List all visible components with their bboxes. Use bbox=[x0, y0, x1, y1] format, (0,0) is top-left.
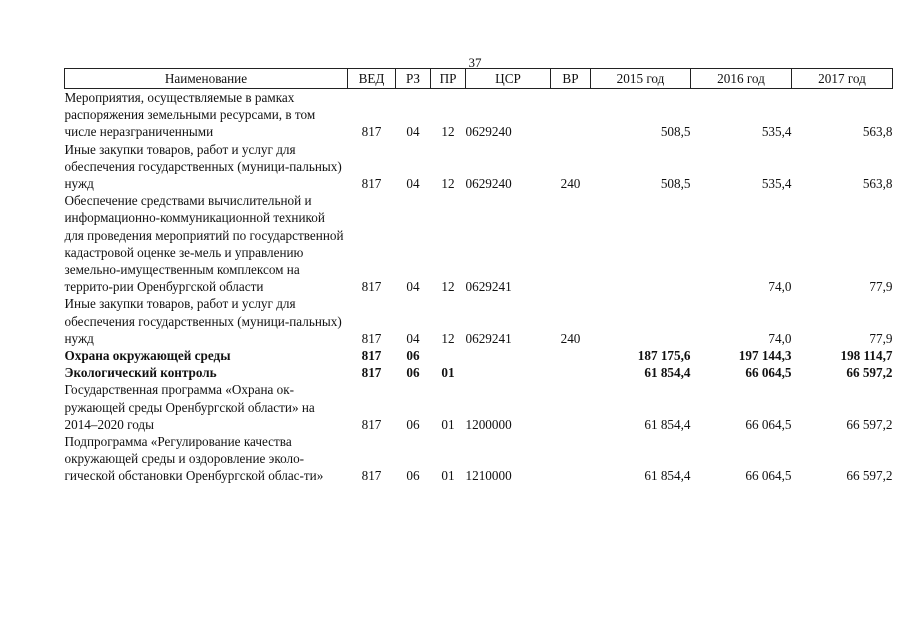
row-csr: 0629241 bbox=[465, 279, 512, 295]
row-name: Мероприятия, осуществляемые в рамках распоряжения земельными ресурсами, в том числе неразграниченными bbox=[64, 90, 316, 140]
row-rz: 04 bbox=[406, 176, 420, 192]
row-ved: 817 bbox=[361, 279, 382, 295]
row-rz: 06 bbox=[406, 468, 420, 484]
row-pr: 12 bbox=[441, 124, 455, 140]
row-csr: 0629240 bbox=[465, 176, 512, 192]
row-ved: 817 bbox=[361, 468, 382, 484]
row-name: Экологический контроль bbox=[64, 365, 217, 381]
row-2015: 61 854,4 bbox=[644, 365, 691, 381]
header-row bbox=[65, 69, 893, 89]
row-2016: 74,0 bbox=[768, 330, 792, 346]
row-csr: 1210000 bbox=[465, 468, 512, 484]
row-name: Иные закупки товаров, работ и услуг для обеспечения государственных (муници-пальных) нужд bbox=[64, 296, 342, 346]
row-2016: 535,4 bbox=[761, 176, 792, 192]
row-2017: 66 597,2 bbox=[846, 416, 893, 432]
row-vr bbox=[551, 433, 591, 485]
row-csr: 1200000 bbox=[465, 416, 512, 432]
col-header-csr: ЦСР bbox=[466, 69, 551, 89]
row-csr: 0629240 bbox=[465, 124, 512, 140]
row-2017: 563,8 bbox=[862, 176, 893, 192]
col-header-vr: ВР bbox=[551, 69, 591, 89]
table-row bbox=[65, 295, 893, 347]
row-2015 bbox=[591, 295, 691, 347]
row-2015: 508,5 bbox=[660, 124, 691, 140]
table-row bbox=[65, 141, 893, 193]
row-2016: 66 064,5 bbox=[745, 416, 792, 432]
row-rz: 04 bbox=[406, 330, 420, 346]
row-2016: 66 064,5 bbox=[745, 468, 792, 484]
row-name: Охрана окружающей среды bbox=[64, 348, 231, 364]
row-2016: 197 144,3 bbox=[738, 348, 792, 364]
budget-table bbox=[64, 68, 893, 485]
row-2017: 66 597,2 bbox=[846, 365, 893, 381]
row-ved: 817 bbox=[361, 365, 382, 381]
row-rz: 04 bbox=[406, 279, 420, 295]
col-header-rz: РЗ bbox=[396, 69, 431, 89]
row-vr bbox=[551, 347, 591, 364]
row-vr: 240 bbox=[560, 330, 581, 346]
row-vr: 240 bbox=[560, 176, 581, 192]
row-rz: 06 bbox=[406, 416, 420, 432]
row-ved: 817 bbox=[361, 416, 382, 432]
row-2015 bbox=[591, 192, 691, 295]
row-pr: 12 bbox=[441, 330, 455, 346]
table-row bbox=[65, 381, 893, 433]
col-header-2016: 2016 год bbox=[691, 69, 792, 89]
row-2017: 198 114,7 bbox=[840, 348, 893, 364]
row-pr: 12 bbox=[441, 176, 455, 192]
row-csr: 0629241 bbox=[465, 330, 512, 346]
row-2016: 74,0 bbox=[768, 279, 792, 295]
table-row bbox=[65, 192, 893, 295]
row-pr: 01 bbox=[441, 365, 455, 381]
row-name: Государственная программа «Охрана ок-ружающей среды Оренбургской области» на 2014–2020 годы bbox=[64, 382, 315, 432]
row-rz: 04 bbox=[406, 124, 420, 140]
row-ved: 817 bbox=[361, 176, 382, 192]
row-pr: 12 bbox=[441, 279, 455, 295]
row-name: Обеспечение средствами вычислительной и информационно-коммуникационной техникой для проведения мероприятий по государственной кадастровой оценке зе-мель и управлению земельно-имущественным комплексом на террито-рии Оренбургской области bbox=[64, 193, 344, 295]
row-name: Иные закупки товаров, работ и услуг для обеспечения государственных (муници-пальных) нужд bbox=[64, 141, 342, 192]
row-2017: 66 597,2 bbox=[846, 468, 893, 484]
row-rz: 06 bbox=[406, 348, 420, 364]
row-csr bbox=[466, 347, 551, 364]
row-vr bbox=[551, 364, 591, 381]
row-2015: 61 854,4 bbox=[644, 468, 691, 484]
row-ved: 817 bbox=[361, 124, 382, 140]
table-row bbox=[65, 347, 893, 364]
row-2015: 187 175,6 bbox=[637, 348, 691, 364]
row-ved: 817 bbox=[361, 348, 382, 364]
row-rz: 06 bbox=[406, 365, 420, 381]
row-2017: 77,9 bbox=[869, 279, 893, 295]
col-header-name: Наименование bbox=[65, 69, 348, 89]
row-2015: 61 854,4 bbox=[644, 416, 691, 432]
row-pr bbox=[431, 347, 466, 364]
row-2016: 535,4 bbox=[761, 124, 792, 140]
page-number: 37 bbox=[468, 55, 482, 70]
row-vr bbox=[551, 192, 591, 295]
table-row bbox=[65, 89, 893, 141]
table-row bbox=[65, 433, 893, 485]
row-pr: 01 bbox=[441, 416, 455, 432]
row-2016: 66 064,5 bbox=[745, 365, 792, 381]
row-vr bbox=[551, 381, 591, 433]
row-pr: 01 bbox=[441, 468, 455, 484]
row-2015: 508,5 bbox=[660, 176, 691, 192]
row-csr bbox=[466, 364, 551, 381]
col-header-2017: 2017 год bbox=[792, 69, 893, 89]
col-header-pr: ПР bbox=[431, 69, 466, 89]
table-row bbox=[65, 364, 893, 381]
row-2017: 77,9 bbox=[869, 330, 893, 346]
col-header-ved: ВЕД bbox=[348, 69, 396, 89]
col-header-2015: 2015 год bbox=[591, 69, 691, 89]
row-vr bbox=[551, 89, 591, 141]
row-name: Подпрограмма «Регулирование качества окружающей среды и оздоровление эколо-гической обстановки Оренбургской облас-ти» bbox=[64, 434, 324, 484]
row-2017: 563,8 bbox=[862, 124, 893, 140]
row-ved: 817 bbox=[361, 330, 382, 346]
